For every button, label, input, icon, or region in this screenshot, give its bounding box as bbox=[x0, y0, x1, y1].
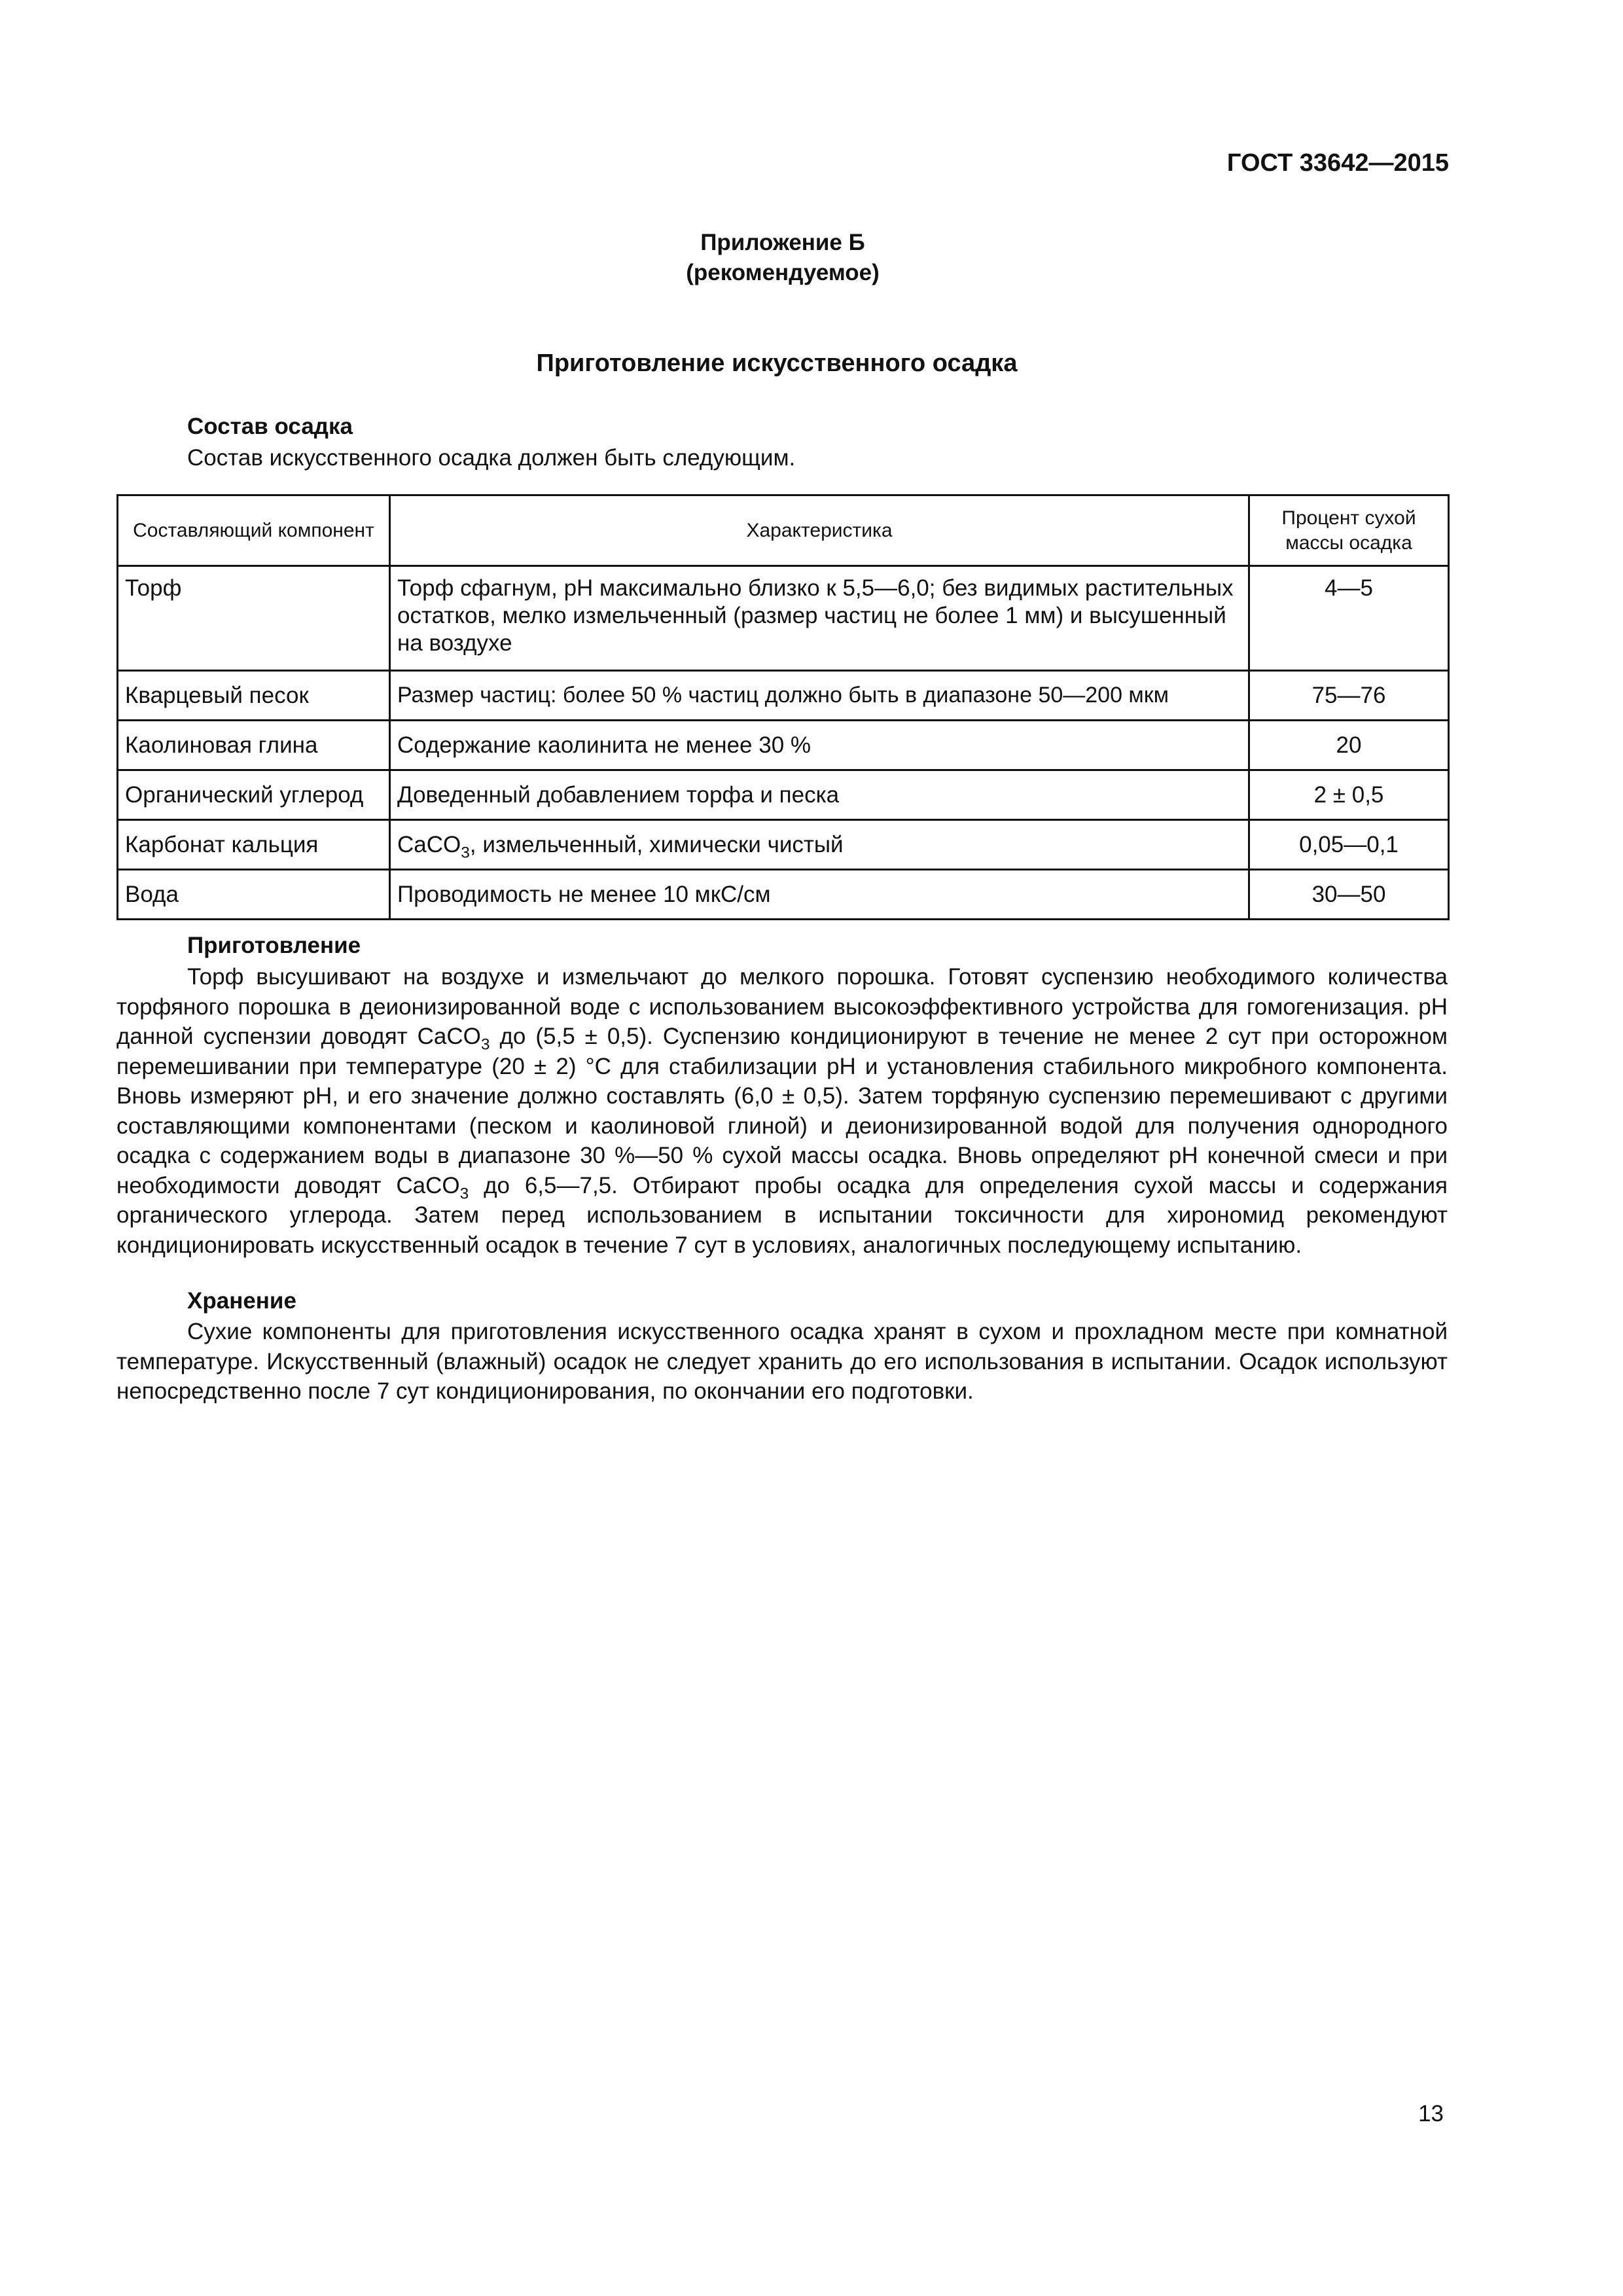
table-row bbox=[118, 770, 1449, 820]
cell-component: Карбонат кальция bbox=[118, 820, 390, 870]
storage-paragraph: Сухие компоненты для приготовления искусственного осадка хранят в сухом и прохладном месте при комнатной температуре. Искусственный (влажный) осадок не следует хранить до его использования в испытании. Осадок используют непосредственно после 7 сут кондиционирования, по окончании его подготовки. bbox=[116, 1319, 1448, 1404]
formula-subscript: 3 bbox=[480, 1035, 490, 1054]
table-row bbox=[118, 566, 1449, 671]
document-code: ГОСТ 33642—2015 bbox=[1226, 149, 1449, 177]
table-header-row bbox=[118, 495, 1449, 566]
formula-base: CaCO bbox=[397, 831, 461, 857]
cell-component: Торф bbox=[118, 566, 390, 671]
composition-heading: Состав осадка bbox=[187, 414, 353, 439]
cell-percent: 75—76 bbox=[1249, 671, 1449, 721]
preparation-text bbox=[116, 962, 1448, 1260]
preparation-heading: Приготовление bbox=[187, 933, 361, 958]
cell-component: Вода bbox=[118, 870, 390, 920]
cell-characteristic: Доведенный добавлением торфа и песка bbox=[390, 770, 1249, 820]
section-title: Приготовление искусственного осадка bbox=[536, 350, 1018, 377]
storage-heading: Хранение bbox=[187, 1288, 296, 1314]
formula-subscript: 3 bbox=[461, 844, 470, 862]
header-component: Составляющий компонент bbox=[118, 495, 390, 566]
cell-component: Органический углерод bbox=[118, 770, 390, 820]
characteristic-rest: , измельченный, химически чистый bbox=[469, 831, 844, 857]
cell-percent: 20 bbox=[1249, 721, 1449, 770]
header-percent: Процент сухой массы осадка bbox=[1249, 495, 1449, 566]
text-run: до (5,5 ± 0,5). Суспензию кондиционируют в течение не менее 2 сут при осторожном перемешивании при температуре (20 ± 2) °С для стабилизации pH и установления стабильного микробного компонента. Вновь измеряют pH, и его значение должно составлять (6,0 ± 0,5). Затем торфяную суспензию перемешивают с другими составляющими компонентами (песком и каолиновой глиной) и деионизированной водой для получения однородного осадка с содержанием воды в диапазоне 30 %—50 % сухой массы осадка. Вновь определяют pH конечной смеси и при необходимости доводят CaCO bbox=[116, 1024, 1448, 1198]
text-run: Торф высушивают на воздухе и измельчают до мелкого порошка. Готовят суспензию необходимого количества торфяного порошка в деионизированной воде с использованием высокоэффективного устройства для гомогенизация. pH данной суспензии доводят CaCO bbox=[116, 964, 1448, 1049]
cell-percent: 0,05—0,1 bbox=[1249, 820, 1449, 870]
cell-characteristic: Содержание каолинита не менее 30 % bbox=[390, 721, 1249, 770]
cell-characteristic: Торф сфагнум, pH максимально близко к 5,5—6,0; без видимых растительных остатков, мелко измельченный (размер частиц не более 1 мм) и высушенный на воздухе bbox=[390, 566, 1249, 671]
table-row bbox=[118, 870, 1449, 920]
composition-intro: Состав искусственного осадка должен быть следующим. bbox=[187, 445, 796, 471]
preparation-paragraph bbox=[116, 962, 1448, 1260]
cell-percent: 2 ± 0,5 bbox=[1249, 770, 1449, 820]
appendix-label: Приложение Б bbox=[700, 230, 865, 255]
appendix-heading bbox=[0, 228, 1565, 288]
formula-subscript: 3 bbox=[459, 1185, 469, 1203]
cell-component: Кварцевый песок bbox=[118, 671, 390, 721]
header-characteristic: Характеристика bbox=[390, 495, 1249, 566]
cell-characteristic bbox=[390, 820, 1249, 870]
appendix-status: (рекомендуемое) bbox=[686, 260, 880, 285]
cell-percent: 30—50 bbox=[1249, 870, 1449, 920]
page-number: 13 bbox=[1418, 2101, 1444, 2126]
text-run: до 6,5—7,5. Отбирают пробы осадка для определения сухой массы и содержания органического углерода. Затем перед использованием в испытании токсичности для хирономид рекомендуют кондиционировать искусственный осадок в течение 7 сут в условиях, аналогичных последующему испытанию. bbox=[116, 1172, 1448, 1258]
table-row bbox=[118, 721, 1449, 770]
cell-characteristic: Размер частиц: более 50 % частиц должно быть в диапазоне 50—200 мкм bbox=[390, 671, 1249, 721]
table-row bbox=[118, 671, 1449, 721]
cell-component: Каолиновая глина bbox=[118, 721, 390, 770]
storage-text bbox=[116, 1317, 1448, 1407]
composition-table bbox=[116, 494, 1450, 920]
cell-percent: 4—5 bbox=[1249, 566, 1449, 671]
table-row bbox=[118, 820, 1449, 870]
cell-characteristic: Проводимость не менее 10 мкС/см bbox=[390, 870, 1249, 920]
